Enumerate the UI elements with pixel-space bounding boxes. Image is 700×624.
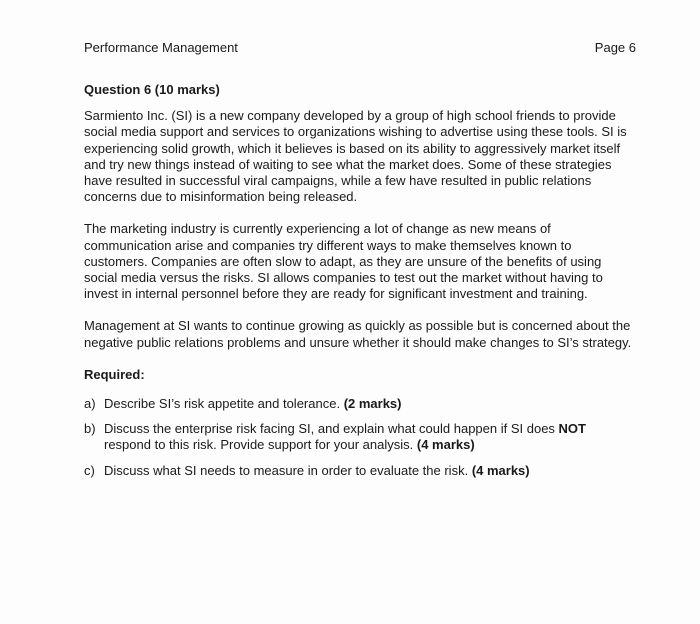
required-item-text: Discuss the enterprise risk facing SI, and explain what could happen if SI does [104, 421, 555, 437]
required-item-text-continued: respond to this risk. Provide support for your analysis. [104, 437, 414, 453]
page-number: Page 6 [594, 40, 636, 55]
required-item-letter: c) [84, 462, 95, 478]
paragraph-management-concern: Management at SI wants to continue growing as quickly as possible but is concerned about the negative public relations problems and unsure whether it should make changes to SI’s strategy. [84, 318, 632, 350]
paragraph-industry-context: The marketing industry is currently experiencing a lot of change as new means of communication arise and companies try different ways to make themselves known to customers. Companies are often slow to adapt, as they are unsure of the benefits of using social media versus the risks. SI allows companies to test out the market without having to invest in internal personnel before they are ready for significant investment and training. [84, 221, 603, 302]
required-item-text: Describe SI’s risk appetite and tolerance. [104, 396, 341, 412]
required-item-emphasis: NOT [558, 421, 586, 437]
question-title: Question 6 (10 marks) [84, 82, 220, 97]
required-item-b [84, 421, 634, 453]
required-item-letter: b) [84, 421, 96, 437]
required-heading: Required: [84, 366, 145, 382]
required-item-text: Discuss what SI needs to measure in order to evaluate the risk. [104, 462, 469, 478]
required-item-c [84, 463, 634, 479]
required-item-a [84, 396, 634, 412]
required-item-letter: a) [84, 396, 96, 412]
required-list [84, 396, 634, 479]
paragraph-company-background: Sarmiento Inc. (SI) is a new company developed by a group of high school friends to provide social media support and services to organizations wishing to advertise using these tools. SI is experiencing solid growth, which it believes is based on its ability to aggressively market itself and try new things instead of waiting to see what the market does. Some of these strategies have resulted in successful viral campaigns, while a few have resulted in public relations concerns due to misinformation being released. [84, 108, 627, 205]
required-item-marks: (4 marks) [471, 462, 530, 478]
required-item-marks: (2 marks) [343, 396, 402, 412]
header-title: Performance Management [84, 40, 238, 55]
required-item-marks: (4 marks) [416, 437, 475, 453]
question-content [84, 82, 634, 488]
